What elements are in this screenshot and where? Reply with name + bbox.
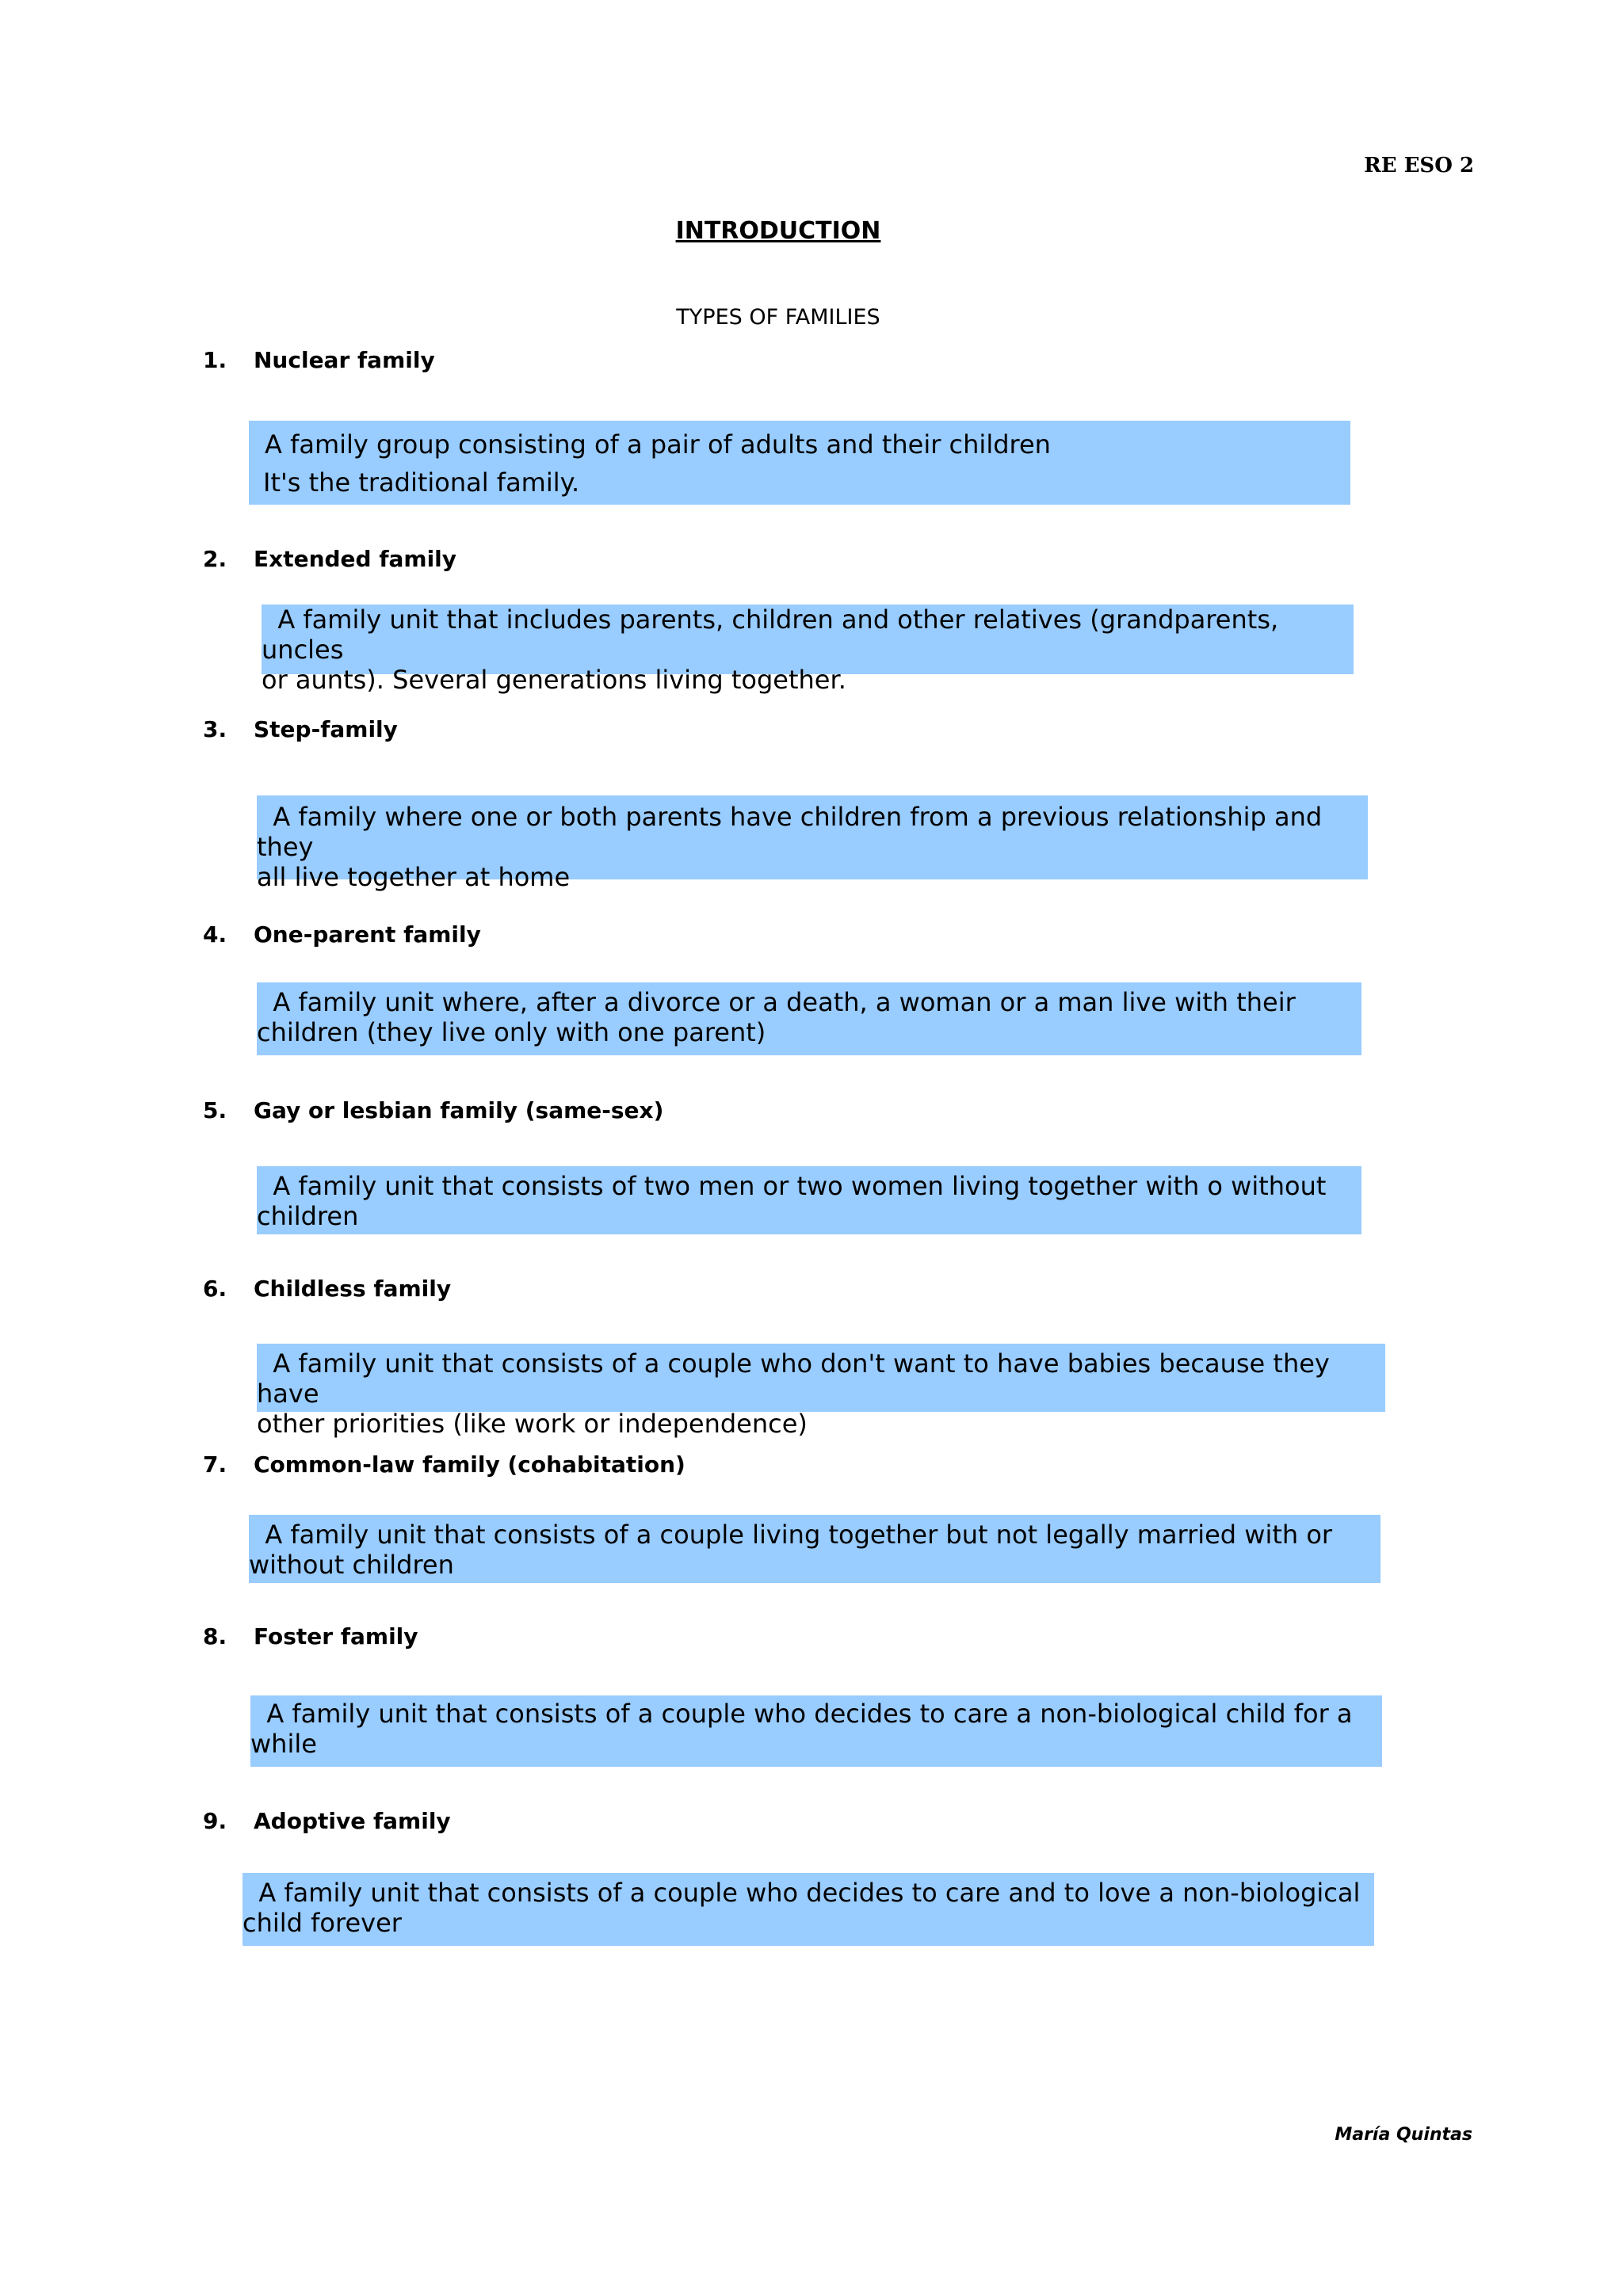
item-title: Childless family <box>254 1276 452 1302</box>
item-description-adoptive <box>242 1873 1374 1946</box>
description-line: without children <box>249 1550 454 1580</box>
item-title: One-parent family <box>254 921 481 948</box>
item-heading-childless <box>203 1276 451 1302</box>
item-heading-common-law <box>203 1451 685 1478</box>
item-title: Gay or lesbian family (same-sex) <box>254 1097 664 1123</box>
item-description-childless <box>257 1344 1385 1439</box>
item-description-nuclear <box>249 421 1350 505</box>
item-heading-step <box>203 716 398 742</box>
item-heading-extended <box>203 546 456 572</box>
item-title: Extended family <box>254 546 457 572</box>
item-number: 2. <box>203 546 227 572</box>
description-line: A family unit that consists of a couple who decides to care a non-biological child for a <box>250 1699 1353 1729</box>
item-description-one-parent <box>257 982 1361 1055</box>
page-title: INTRODUCTION <box>675 217 881 245</box>
section-subtitle: TYPES OF FAMILIES <box>676 305 880 330</box>
item-number: 4. <box>203 921 227 948</box>
description-line: A family unit that includes parents, children and other relatives (grandparents, uncles <box>262 605 1287 665</box>
description-line: A family where one or both parents have children from a previous relationship and they <box>257 802 1331 862</box>
description-line: A family group consisting of a pair of adults and their children <box>265 429 1051 460</box>
description-line: It's the traditional family. <box>263 467 580 498</box>
item-number: 5. <box>203 1097 227 1123</box>
description-line: A family unit that consists of two men or two women living together with o without <box>257 1171 1327 1201</box>
description-line: other priorities (like work or independence) <box>257 1409 808 1439</box>
item-title: Common-law family (cohabitation) <box>254 1451 685 1478</box>
item-title: Foster family <box>254 1623 418 1650</box>
author-signature: María Quintas <box>1335 2125 1472 2145</box>
item-heading-adoptive <box>203 1808 451 1834</box>
item-heading-foster <box>203 1623 418 1650</box>
item-heading-one-parent <box>203 921 481 948</box>
item-title: Adoptive family <box>254 1808 451 1834</box>
item-number: 6. <box>203 1276 227 1302</box>
item-heading-nuclear <box>203 347 435 373</box>
item-description-foster <box>250 1695 1382 1767</box>
item-heading-same-sex <box>203 1097 663 1123</box>
description-line: A family unit that consists of a couple living together but not legally married with or <box>249 1520 1333 1550</box>
item-description-extended <box>262 605 1354 695</box>
item-title: Nuclear family <box>254 347 435 373</box>
item-number: 8. <box>203 1623 227 1650</box>
item-number: 7. <box>203 1451 227 1478</box>
description-line: children <box>257 1201 359 1231</box>
item-description-same-sex <box>257 1166 1361 1234</box>
item-title: Step-family <box>254 716 398 742</box>
description-line: A family unit that consists of a couple who don't want to have babies because they have <box>257 1348 1338 1409</box>
item-number: 1. <box>203 347 227 373</box>
item-description-common-law <box>249 1515 1381 1583</box>
description-line: child forever <box>242 1908 402 1938</box>
description-line: A family unit where, after a divorce or a death, a woman or a man live with their <box>257 987 1296 1017</box>
description-line: A family unit that consists of a couple who decides to care and to love a non-biological <box>242 1878 1361 1908</box>
item-number: 3. <box>203 716 227 742</box>
description-line: or aunts). Several generations living together. <box>262 665 846 695</box>
description-line: children (they live only with one parent) <box>257 1017 766 1047</box>
item-description-step <box>257 795 1368 892</box>
item-number: 9. <box>203 1808 227 1834</box>
course-label: RE ESO 2 <box>1364 154 1474 177</box>
description-line: while <box>250 1729 317 1759</box>
description-line: all live together at home <box>257 862 571 892</box>
